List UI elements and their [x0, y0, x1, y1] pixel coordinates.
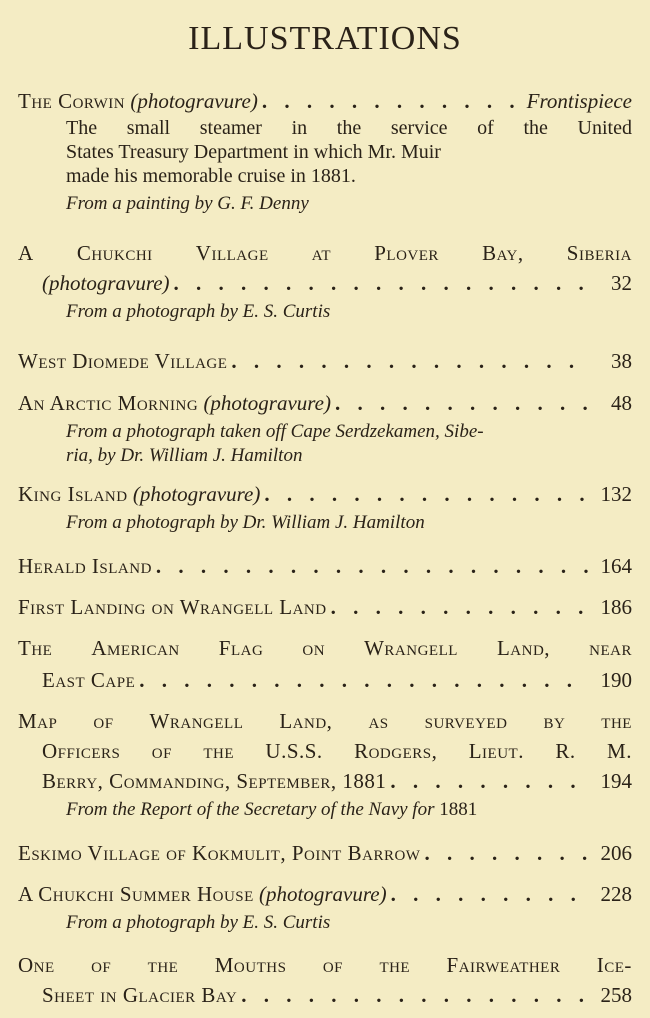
entry-page: 228 [600, 882, 632, 906]
dot-leader [390, 768, 590, 794]
entry-title-continued: Sheet in Glacier Bay [42, 983, 238, 1007]
list-item [18, 708, 632, 822]
dot-leader [391, 881, 590, 907]
entry-title: King Island [18, 482, 128, 506]
entry-title: An Arctic Morning [18, 391, 199, 415]
entry-qualifier: (photogravure) [259, 882, 387, 906]
dot-leader [174, 270, 590, 296]
title-word: Wrangell [364, 636, 458, 660]
title-word: the [601, 709, 632, 733]
title-word: U.S.S. [265, 739, 323, 763]
dot-leader [241, 982, 590, 1008]
entry-page: 164 [600, 554, 632, 578]
entry-credit: From a photograph by E. S. Curtis [66, 912, 331, 933]
entry-title-continued [42, 738, 632, 764]
dot-leader [156, 553, 590, 579]
list-item [18, 840, 632, 866]
entry-title-line [18, 982, 632, 1008]
entry-title-line [18, 594, 632, 620]
credit-year: 1881 [439, 799, 478, 820]
dot-leader [424, 840, 590, 866]
title-word: at [311, 241, 332, 265]
title-word: Village [195, 241, 269, 265]
entry-credit [18, 798, 632, 822]
entry-qualifier: (photogravure) [132, 482, 261, 506]
entry-page: 258 [600, 983, 632, 1007]
title-word: by [543, 709, 566, 733]
entry-qualifier: (photogravure) [130, 89, 258, 113]
title-word: of [322, 953, 344, 977]
dot-leader [231, 348, 590, 374]
list-item [18, 481, 632, 535]
title-word: R. [555, 739, 576, 763]
title-word: M. [607, 739, 632, 763]
entry-title: The Corwin [18, 89, 126, 113]
entry-page: 190 [600, 668, 632, 692]
entry-title-line [18, 738, 632, 764]
title-word: Wrangell [149, 709, 244, 733]
entry-title [18, 635, 632, 661]
title-word: of [151, 739, 172, 763]
entry-title-line [18, 635, 632, 661]
entry-title-continued: Berry, Commanding, September, 1881 [42, 769, 387, 793]
title-word: Mouths [214, 953, 287, 977]
list-item [18, 635, 632, 693]
title-word: Plover [374, 241, 439, 265]
description-line: The small steamer in the service of the United [66, 117, 632, 139]
title-word: Flag [218, 636, 264, 660]
title-word: of [93, 709, 114, 733]
entry-description [18, 116, 632, 188]
title-word: on [302, 636, 326, 660]
list-item [18, 594, 632, 620]
list-item [18, 553, 632, 579]
dot-leader [139, 667, 590, 693]
entry-page: 38 [611, 349, 632, 373]
title-word: Chukchi [76, 241, 153, 265]
entry-title-line [18, 840, 632, 866]
title-word: Officers [42, 739, 121, 763]
page-title: ILLUSTRATIONS [188, 20, 462, 57]
title-word: One [18, 953, 55, 977]
entry-page: 194 [600, 769, 632, 793]
entry-title-line [18, 768, 632, 794]
entry-credit: From a photograph by Dr. William J. Hamilton [66, 512, 425, 533]
entry-page: 32 [611, 271, 632, 295]
entry-credit: From a photograph by E. S. Curtis [66, 301, 331, 322]
entry-title-line [18, 270, 632, 296]
entry-title-line [18, 240, 632, 266]
credit-line: From a photograph taken off Cape Serdzekamen, Sibe- [66, 421, 484, 442]
dot-leader [335, 390, 590, 416]
list-item [18, 240, 632, 324]
entry-title [18, 708, 632, 734]
entry-title-line [18, 348, 632, 374]
title-word: the [147, 953, 179, 977]
entry-title-line [18, 952, 632, 978]
entry-title-line [18, 390, 632, 416]
entry-title-line [18, 481, 632, 507]
entry-title-line [18, 553, 632, 579]
entry-qualifier: (photogravure) [203, 391, 331, 415]
entry-title-continued: East Cape [42, 668, 136, 692]
title-word: as [368, 709, 389, 733]
entry-page: Frontispiece [526, 89, 632, 113]
title-word: surveyed [424, 709, 508, 733]
dot-leader [264, 481, 590, 507]
title-word: A [18, 241, 34, 265]
title-word: Rodgers, [354, 739, 438, 763]
title-word: The [18, 636, 53, 660]
entry-qualifier: (photogravure) [42, 271, 170, 295]
list-item [18, 952, 632, 1008]
description-line: made his memorable cruise in 1881. [66, 165, 356, 187]
entry-title [18, 240, 632, 266]
title-word: Land, [279, 709, 333, 733]
list-item [18, 88, 632, 216]
entry-title: A Chukchi Summer House [18, 882, 254, 906]
title-word: Map [18, 709, 58, 733]
entry-title: Eskimo Village of Kokmulit, Point Barrow [18, 841, 421, 865]
entry-title-line [18, 667, 632, 693]
title-word: Lieut. [468, 739, 524, 763]
entry-title: Herald Island [18, 554, 152, 578]
entry-title: First Landing on Wrangell Land [18, 595, 327, 619]
credit-line: ria, by Dr. William J. Hamilton [66, 445, 303, 466]
entry-credit: From a painting by G. F. Denny [66, 193, 309, 214]
title-word: the [379, 953, 411, 977]
title-word: American [91, 636, 180, 660]
dot-leader [262, 88, 523, 114]
list-item [18, 348, 632, 374]
dot-leader [331, 594, 590, 620]
entry-title-line [18, 708, 632, 734]
entry-page: 186 [600, 595, 632, 619]
credit-text: From the Report of the Secretary of the Navy for [66, 799, 435, 820]
entry-page: 132 [600, 482, 632, 506]
title-word: Bay, [482, 241, 524, 265]
title-word: the [203, 739, 235, 763]
list-item [18, 390, 632, 468]
entry-title [18, 952, 632, 978]
title-word: Ice- [596, 953, 632, 977]
list-item [18, 881, 632, 935]
description-line: States Treasury Department in which Mr. Muir [66, 141, 441, 163]
entry-title-line [18, 881, 632, 907]
entry-page: 48 [611, 391, 632, 415]
title-word: Siberia [566, 241, 632, 265]
entry-title-line [18, 88, 632, 114]
title-word: Land, [496, 636, 551, 660]
title-word: of [91, 953, 112, 977]
entry-page: 206 [600, 841, 632, 865]
title-word: Fairweather [446, 953, 561, 977]
entry-credit [18, 420, 632, 468]
title-word: near [589, 636, 632, 660]
entry-title: West Diomede Village [18, 349, 228, 373]
illustrations-page [18, 0, 632, 1007]
